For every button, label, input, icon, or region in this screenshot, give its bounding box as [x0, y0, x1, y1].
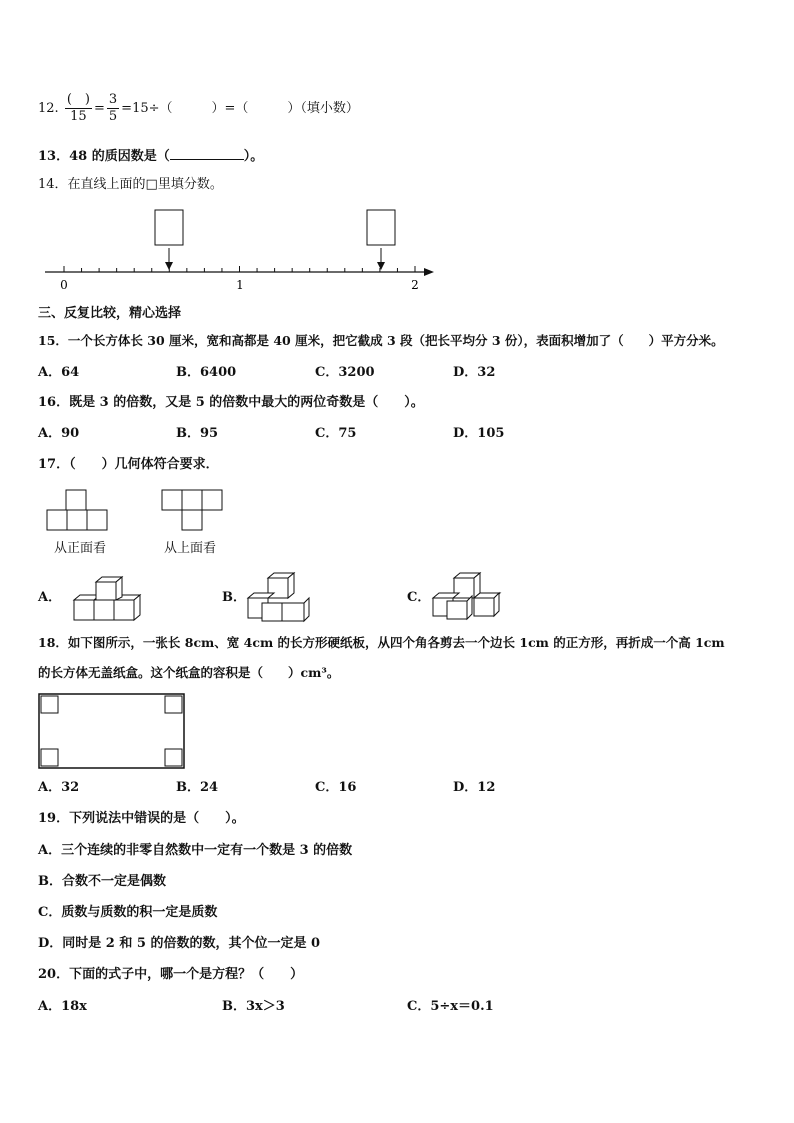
- question-19: 19．下列说法中错误的是（ ）。: [38, 811, 245, 826]
- q17-option-c[interactable]: C．: [407, 590, 431, 605]
- q18-option-c[interactable]: C．16: [315, 780, 357, 795]
- top-view-label: 从上面看: [164, 541, 217, 556]
- question-14: 14．在直线上面的□里填分数。: [38, 177, 223, 192]
- q18-option-a[interactable]: A．32: [38, 780, 80, 795]
- q20-option-a[interactable]: A．18x: [38, 999, 87, 1014]
- corner-square-bl: [41, 749, 58, 766]
- q19-option-b[interactable]: B．合数不一定是偶数: [38, 874, 166, 889]
- question-17: 17．（ ）几何体符合要求．: [38, 457, 219, 472]
- question-16: 16．既是 3 的倍数，又是 5 的倍数中最大的两位奇数是（ ）。: [38, 395, 424, 410]
- section-3-heading: 三、反复比较，精心选择: [38, 306, 182, 321]
- q16-option-b[interactable]: B．95: [176, 426, 219, 441]
- question-15: 15．一个长方体长 30 厘米，宽和高都是 40 厘米，把它截成 3 段（把长平均分 3 份），表面积增加了（ ）平方分米。: [38, 333, 724, 348]
- fraction-blank-over-15: $\frac{( )}{15}$: [66, 92, 90, 124]
- q15-option-b[interactable]: B．6400: [176, 365, 237, 380]
- corner-square-tr: [165, 696, 182, 713]
- q16-option-c[interactable]: C．75: [315, 426, 357, 441]
- question-13: 13．48 的质因数是（ ）。: [38, 145, 263, 166]
- cardboard-rectangle: [39, 694, 184, 768]
- question-18-line-1: 18．如下图所示，一张长 8cm、宽 4cm 的长方形硬纸板，从四个角各剪去一个边长 1cm 的正方形，再折成一个高 1cm: [38, 635, 725, 650]
- q17-option-b[interactable]: B．: [222, 590, 246, 605]
- tick-label-0: 0: [60, 278, 68, 292]
- q20-option-c[interactable]: C．5÷x＝0.1: [407, 999, 494, 1014]
- q15-option-a[interactable]: A．64: [38, 365, 80, 380]
- q15-option-d[interactable]: D．32: [453, 365, 496, 380]
- q19-option-a[interactable]: A．三个连续的非零自然数中一定有一个数是 3 的倍数: [38, 843, 353, 858]
- fraction-3-5: $\frac{3}{5}$: [108, 92, 118, 124]
- q16-option-a[interactable]: A．90: [38, 426, 80, 441]
- tick-label-2: 2: [411, 278, 419, 292]
- question-number: 12.: [38, 101, 59, 116]
- q19-option-c[interactable]: C．质数与质数的积一定是质数: [38, 905, 218, 920]
- front-view-label: 从正面看: [54, 541, 107, 556]
- q18-option-d[interactable]: D．12: [453, 780, 496, 795]
- question-12-rest: =15÷（ ）=（ ）（填小数）: [121, 101, 359, 116]
- question-20: 20．下面的式子中，哪一个是方程？（ ）: [38, 967, 304, 982]
- corner-square-tl: [41, 696, 58, 713]
- question-18-line-2: 的长方体无盖纸盒。这个纸盒的容积是（ ）cm³。: [38, 665, 340, 680]
- tick-label-1: 1: [236, 278, 244, 292]
- corner-square-br: [165, 749, 182, 766]
- q18-option-b[interactable]: B．24: [176, 780, 219, 795]
- q19-option-d[interactable]: D．同时是 2 和 5 的倍数的数，其个位一定是 0: [38, 936, 321, 951]
- q15-option-c[interactable]: C．3200: [315, 365, 375, 380]
- question-12: 12. $\frac{( )}{15}$ = $\frac{3}{5}$ =15÷（ ）=（ ）（填小数）: [38, 92, 359, 124]
- q20-option-b[interactable]: B．3x＞3: [222, 999, 285, 1014]
- q16-option-d[interactable]: D．105: [453, 426, 505, 441]
- q17-option-a[interactable]: A．: [38, 590, 62, 605]
